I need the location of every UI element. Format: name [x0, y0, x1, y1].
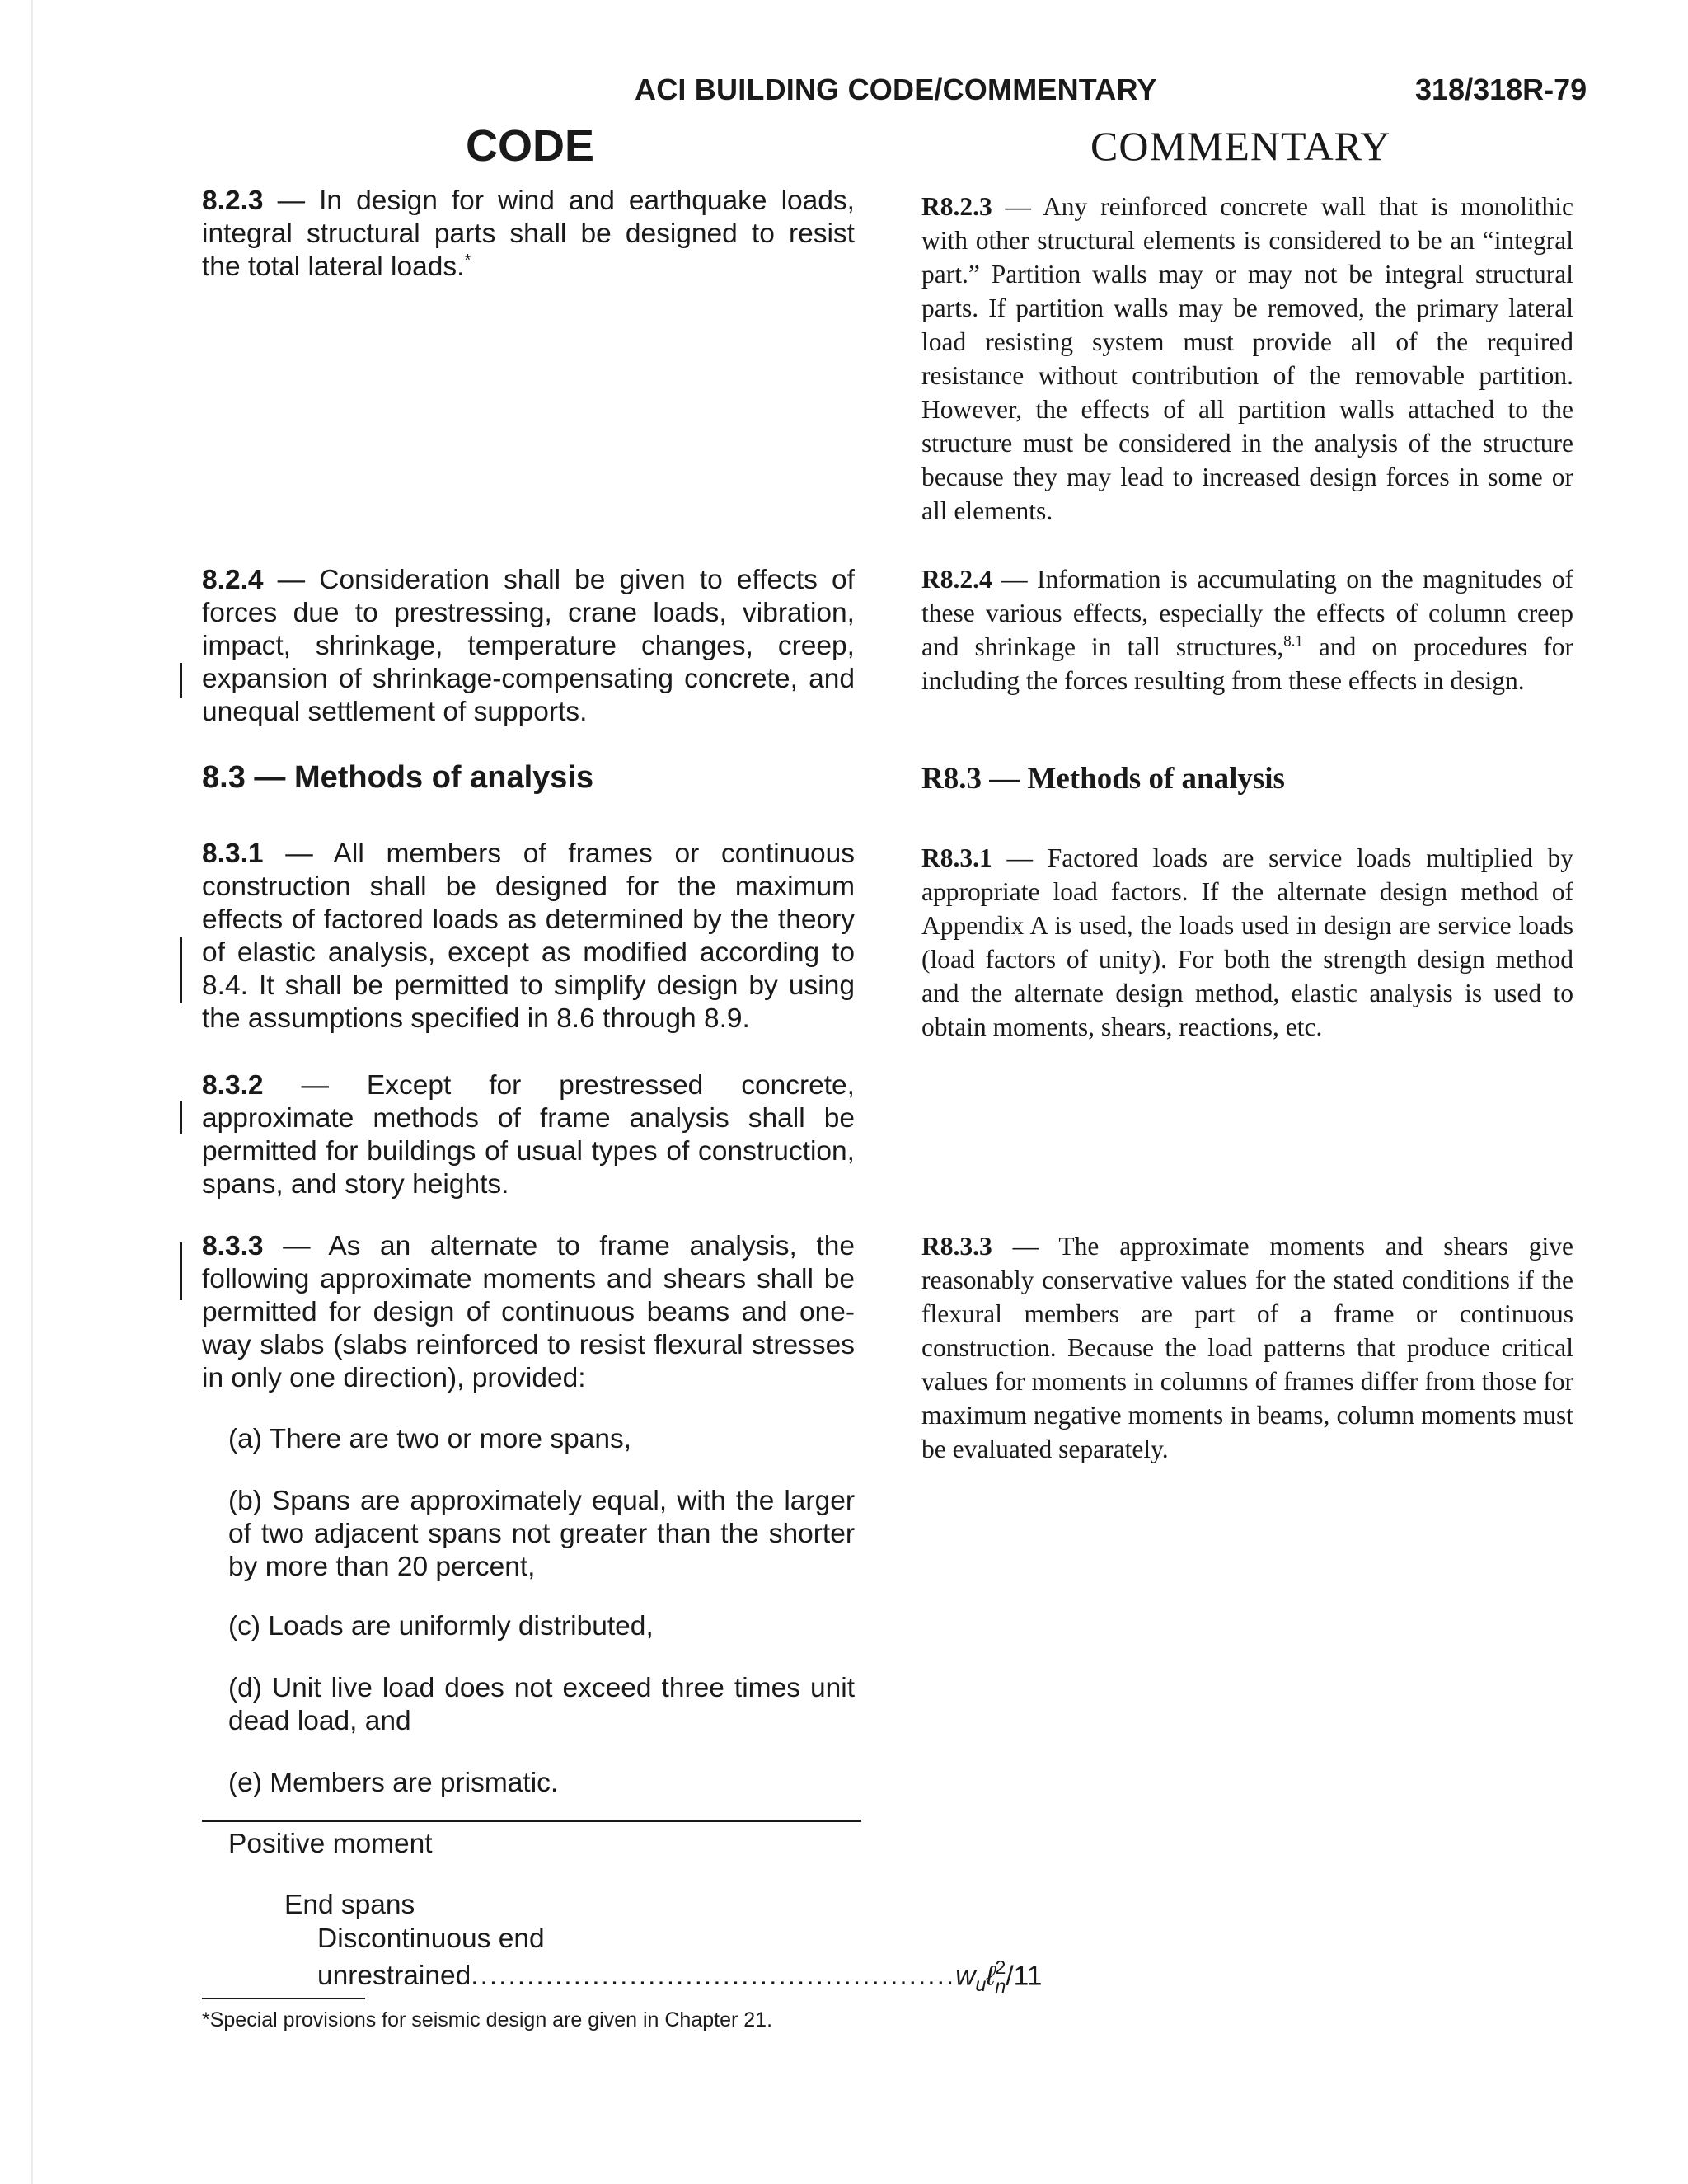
section-text: Information is accumulating on the magnitudes of these various effects, especially the effects of column creep and shrinkage in tall structures,	[921, 565, 1573, 661]
commentary-section-r8-3-3	[921, 1229, 1573, 1466]
section-dash: —	[263, 838, 334, 869]
running-title: ACI BUILDING CODE/COMMENTARY	[635, 73, 1157, 106]
footnote-rule	[202, 1998, 365, 1999]
section-dash: —	[992, 565, 1038, 594]
scan-edge-line	[31, 0, 33, 2184]
section-number: 8.3.3	[202, 1231, 264, 1261]
condition-e: (e) Members are prismatic.	[228, 1768, 559, 1798]
condition-b: (b) Spans are approximately equal, with the larger of two adjacent spans not greater than the shorter by more than 20 percent,	[228, 1486, 855, 1582]
section-number: 8.2.3	[202, 186, 264, 216]
code-section-8-3-3	[202, 1230, 855, 1395]
section-text: Any reinforced concrete wall that is monolithic with other structural elements is considered to be an “integral part.” Partition walls may or may not be integral structural parts. If partition walls may be removed, the primary lateral load resisting system must provide all of the required resistance without contribution of the removable partition. However, the effects of all partition walls attached to the structure must be considered in the analysis of the structure because they may lead to increased design forces in some or all elements.	[921, 192, 1573, 525]
section-dash: —	[992, 843, 1048, 872]
code-section-8-3-1	[202, 838, 855, 1036]
section-dash: —	[263, 1231, 329, 1261]
reference-marker: 8.1	[1283, 632, 1303, 651]
section-text: As an alternate to frame analysis, the following approximate moments and shears shall be permitted for design of continuous beams and one-way slabs (slabs reinforced to resist flexural stresses in only one direction), provided:	[202, 1231, 855, 1393]
section-number: R8.3.3	[921, 1232, 992, 1261]
revision-bar	[180, 937, 182, 1003]
commentary-section-r8-3-1	[921, 841, 1573, 1044]
section-number: R8.2.3	[921, 192, 992, 221]
commentary-section-r8-2-4	[921, 562, 1573, 697]
unrestrained-label: unrestrained	[317, 1961, 471, 1992]
end-spans-label: End spans	[284, 1890, 415, 1920]
commentary-section-r8-3-heading: R8.3 — Methods of analysis	[921, 762, 1285, 796]
commentary-section-r8-2-3	[921, 190, 1573, 528]
section-text: The approximate moments and shears give reasonably conservative values for the stated conditions if the flexural members are part of a frame or continuous construction. Because the load patterns that produce critical values for moments in columns of frames differ from those for maximum negative moments in beams, column moments must be evaluated separately.	[921, 1232, 1573, 1463]
section-text: Factored loads are service loads multiplied by appropriate load factors. If the alternate design method of Appendix A is used, the loads used in design are service loads (load factors of unity). For both the strength design method and the alternate design method, elastic analysis is used to obtain moments, shears, reactions, etc.	[921, 843, 1573, 1041]
section-number: R8.3.1	[921, 843, 992, 872]
revision-bar	[180, 663, 182, 698]
section-dash: —	[263, 1070, 367, 1101]
section-dash: —	[263, 565, 320, 595]
section-text: In design for wind and earthquake loads, integral structural parts shall be designed to resist the total lateral loads.	[202, 186, 855, 282]
section-dash: —	[992, 192, 1043, 221]
revision-bar	[180, 1242, 182, 1300]
section-dash: —	[992, 1232, 1059, 1261]
leader-dots: ....................................................	[471, 1961, 956, 1992]
discontinuous-end-label: Discontinuous end	[317, 1923, 545, 1954]
moment-formula: $w_u\ell$ 2 n /11	[955, 1956, 1043, 1998]
section-text-continued: and on procedures for including the forces resulting from these effects in design.	[921, 632, 1573, 695]
positive-moment-label: Positive moment	[228, 1829, 433, 1859]
section-text: Except for prestressed concrete, approximate methods of frame analysis shall be permitted for buildings of usual types of construction, spans, and story heights.	[202, 1070, 855, 1200]
section-number: 8.2.4	[202, 565, 264, 595]
footnote: *Special provisions for seismic design are given in Chapter 21.	[202, 2008, 773, 2031]
section-number: R8.2.4	[921, 565, 992, 594]
revision-bar	[180, 1101, 182, 1134]
section-dash: —	[263, 186, 320, 216]
condition-c: (c) Loads are uniformly distributed,	[228, 1611, 654, 1642]
page-number: 318/318R-79	[1415, 73, 1587, 106]
condition-a: (a) There are two or more spans,	[228, 1424, 632, 1454]
moments-table-rule	[202, 1820, 861, 1822]
section-number: 8.3.1	[202, 838, 264, 869]
unrestrained-row	[317, 1956, 1043, 1998]
section-text: All members of frames or continuous construction shall be designed for the maximum effects of factored loads as determined by the theory of elastic analysis, except as modified according to 8.4. It shall be permitted to simplify design by using the assumptions specified in 8.6 through 8.9.	[202, 838, 855, 1034]
code-section-8-2-4	[202, 564, 855, 729]
code-section-8-3-2	[202, 1069, 855, 1201]
section-text: Consideration shall be given to effects of forces due to prestressing, crane loads, vibration, impact, shrinkage, temperature changes, creep, expansion of shrinkage-compensating concrete, and unequal settlement of supports.	[202, 565, 855, 727]
code-section-8-3-heading: 8.3 — Methods of analysis	[202, 760, 594, 795]
commentary-column-heading: COMMENTARY	[1090, 123, 1391, 169]
code-column-heading: CODE	[466, 121, 595, 171]
footnote-marker: *	[464, 251, 471, 270]
section-number: 8.3.2	[202, 1070, 264, 1101]
code-section-8-2-3	[202, 185, 855, 284]
condition-d: (d) Unit live load does not exceed three times unit dead load, and	[228, 1673, 855, 1736]
